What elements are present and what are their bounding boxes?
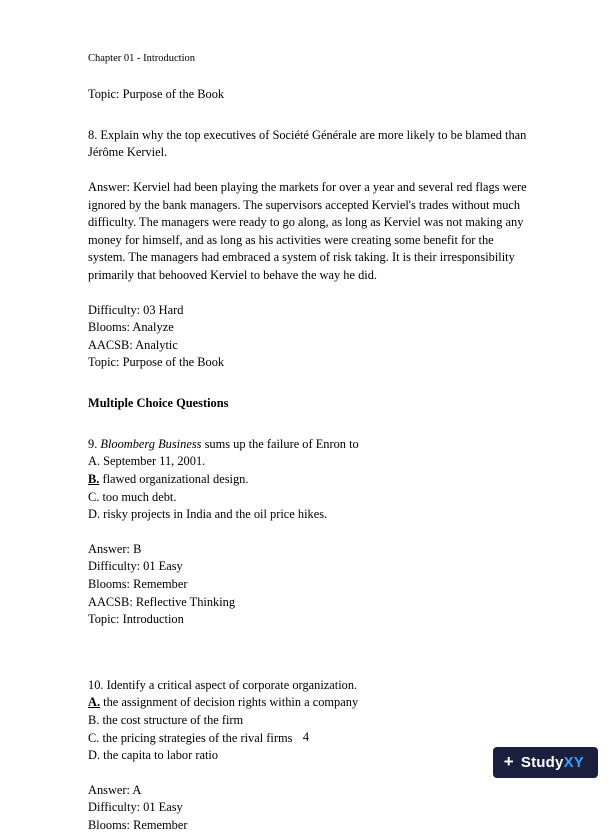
choice-letter: C. — [88, 730, 100, 745]
meta-blooms: Blooms: Remember — [88, 818, 188, 833]
meta-difficulty: Difficulty: 01 Easy — [88, 800, 183, 815]
question-9-stem-rest: sums up the failure of Enron to — [201, 436, 359, 451]
meta-answer: Answer: B — [88, 541, 142, 556]
watermark-text-main: Study — [520, 754, 564, 771]
question-9-italic-source: Bloomberg Business — [100, 436, 202, 451]
question-10-meta — [88, 782, 532, 835]
meta-topic: Topic: Purpose of the Book — [88, 355, 225, 370]
choice-text: the pricing strategies of the rival firms — [99, 730, 293, 745]
meta-aacsb: AACSB: Analytic — [88, 337, 178, 352]
choice-text: the capita to labor ratio — [100, 748, 219, 763]
meta-aacsb: AACSB: Reflective Thinking — [88, 594, 236, 609]
choice-text: flawed organizational design. — [99, 471, 249, 486]
plus-icon: + — [503, 752, 514, 771]
meta-answer: Answer: A — [88, 782, 142, 797]
choice-letter: B. — [88, 713, 100, 728]
choice-c — [88, 489, 532, 507]
question-10-prompt: 10. Identify a critical aspect of corporate organization. — [88, 677, 358, 692]
choice-b — [88, 471, 532, 489]
meta-difficulty: Difficulty: 03 Hard — [88, 302, 184, 317]
choice-d — [88, 747, 532, 765]
page-content — [88, 52, 532, 835]
question-8-prompt: 8. Explain why the top executives of Société Générale are more likely to be blamed than Jérôme Kerviel. — [88, 127, 527, 160]
question-8-answer: Answer: Kerviel had been playing the markets for over a year and several red flags were ignored by the bank managers. The supervisors accepted Kerviel's trades without much difficulty. The managers were ready to go along, as long as Kerviel was not making any money for himself, and as long as his activities were creating some benefit for the system. The managers had embraced a system of risk taking. It is their irresponsibility primarily that behooved Kerviel to behave the way he did. — [88, 180, 527, 283]
choice-letter: C. — [88, 489, 100, 504]
choice-text: risky projects in India and the oil price hikes. — [100, 507, 328, 522]
meta-topic: Topic: Introduction — [88, 612, 184, 627]
choice-d — [88, 506, 532, 524]
studyxy-watermark[interactable] — [493, 747, 598, 778]
question-9-number: 9. — [88, 436, 101, 451]
choice-letter: D. — [88, 748, 101, 763]
meta-blooms: Blooms: Remember — [88, 576, 188, 591]
choice-text: the cost structure of the firm — [99, 713, 244, 728]
choice-letter: B. — [88, 471, 100, 486]
choice-text: September 11, 2001. — [100, 454, 206, 469]
meta-blooms: Blooms: Analyze — [88, 320, 174, 335]
page-number: 4 — [302, 730, 310, 744]
question-9-meta — [88, 541, 532, 629]
question-8-meta — [88, 302, 532, 372]
topic-line-top: Topic: Purpose of the Book — [88, 87, 225, 102]
choice-a — [88, 694, 532, 712]
choice-letter: A. — [88, 454, 101, 469]
question-9-choices — [88, 453, 532, 523]
meta-difficulty: Difficulty: 01 Easy — [88, 559, 183, 574]
choice-letter: D. — [88, 507, 101, 522]
choice-text: too much debt. — [99, 489, 177, 504]
chapter-header: Chapter 01 - Introduction — [88, 53, 196, 64]
choice-a — [88, 453, 532, 471]
question-9-stem — [88, 436, 532, 454]
section-heading-multiple-choice: Multiple Choice Questions — [88, 396, 229, 411]
watermark-text-accent: XY — [563, 754, 584, 771]
watermark-label — [521, 754, 584, 771]
choice-text: the assignment of decision rights within a company — [100, 695, 359, 710]
choice-b — [88, 712, 532, 730]
choice-letter: A. — [88, 695, 101, 710]
